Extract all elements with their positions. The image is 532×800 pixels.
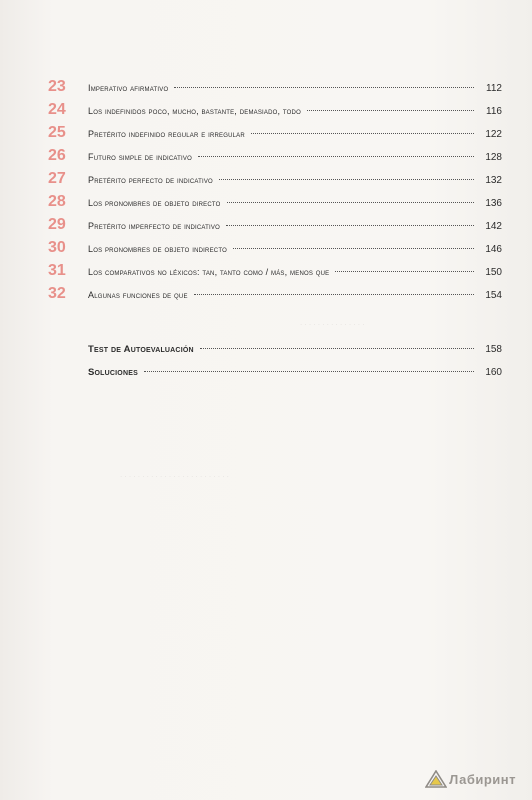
dot-leader [198, 156, 474, 157]
chapter-number: 24 [48, 101, 66, 118]
show-through-text: . . . . . . . . . . . . . . . [300, 318, 365, 327]
dot-leader [307, 110, 474, 111]
page-number: 122 [485, 129, 502, 140]
page-number: 154 [485, 290, 502, 301]
chapter-number: 23 [48, 78, 66, 95]
toc-entry[interactable] [48, 262, 502, 285]
page-number: 136 [485, 198, 502, 209]
page-number: 128 [485, 152, 502, 163]
toc-entry[interactable] [48, 239, 502, 262]
chapter-title: Los pronombres de objeto directo [88, 198, 221, 208]
page-number: 116 [486, 106, 502, 117]
chapter-title: Pretérito perfecto de indicativo [88, 175, 213, 185]
chapter-number: 26 [48, 147, 66, 164]
dot-leader [219, 179, 474, 180]
chapter-number: 31 [48, 262, 66, 279]
chapter-title: Imperativo afirmativo [88, 83, 169, 93]
dot-leader [335, 271, 474, 272]
page-number: 146 [485, 244, 502, 255]
section-title: Test de Autoevaluación [88, 344, 194, 355]
chapter-title: Futuro simple de indicativo [88, 152, 192, 162]
labyrinth-logo-icon [425, 770, 447, 788]
dot-leader [251, 133, 474, 134]
dot-leader [227, 202, 474, 203]
show-through-text: . . . . . . . . . . . . . . . . . . . . . . . . . [120, 470, 229, 479]
chapter-number: 28 [48, 193, 66, 210]
page-number: 132 [485, 175, 502, 186]
dot-leader [233, 248, 474, 249]
chapter-title: Pretérito indefinido regular e irregular [88, 129, 245, 139]
dot-leader [200, 348, 474, 349]
page-number: 150 [485, 267, 502, 278]
page-number: 158 [485, 344, 502, 355]
watermark-logo [425, 770, 516, 788]
chapter-title: Los comparativos no léxicos: tan, tanto como / más, menos que [88, 267, 330, 277]
chapter-title: Pretérito imperfecto de indicativo [88, 221, 220, 231]
section-title: Soluciones [88, 367, 138, 378]
toc-entry[interactable] [48, 216, 502, 239]
page-number: 142 [485, 221, 502, 232]
chapter-number: 32 [48, 285, 66, 302]
chapter-number: 27 [48, 170, 66, 187]
chapter-title: Algunas funciones de que [88, 290, 188, 300]
dot-leader [194, 294, 474, 295]
toc-entry[interactable] [48, 78, 502, 101]
dot-leader [226, 225, 474, 226]
toc-entry[interactable] [48, 285, 502, 308]
toc-entry[interactable] [48, 101, 502, 124]
toc-entry[interactable] [48, 124, 502, 147]
chapter-title: Los pronombres de objeto indirecto [88, 244, 227, 254]
toc-entry[interactable] [48, 147, 502, 170]
page-number: 160 [485, 367, 502, 378]
chapter-number: 29 [48, 216, 66, 233]
page-number: 112 [486, 83, 502, 94]
chapter-title: Los indefinidos poco, mucho, bastante, demasiado, todo [88, 106, 301, 116]
dot-leader [174, 87, 474, 88]
watermark-text: Лабиринт [449, 771, 516, 787]
chapter-number: 30 [48, 239, 66, 256]
dot-leader [144, 371, 474, 372]
toc-entry-test[interactable] [88, 344, 502, 367]
table-of-contents [48, 78, 502, 308]
chapter-number: 25 [48, 124, 66, 141]
toc-entry-solutions[interactable] [88, 367, 502, 390]
toc-entry[interactable] [48, 193, 502, 216]
toc-entry[interactable] [48, 170, 502, 193]
